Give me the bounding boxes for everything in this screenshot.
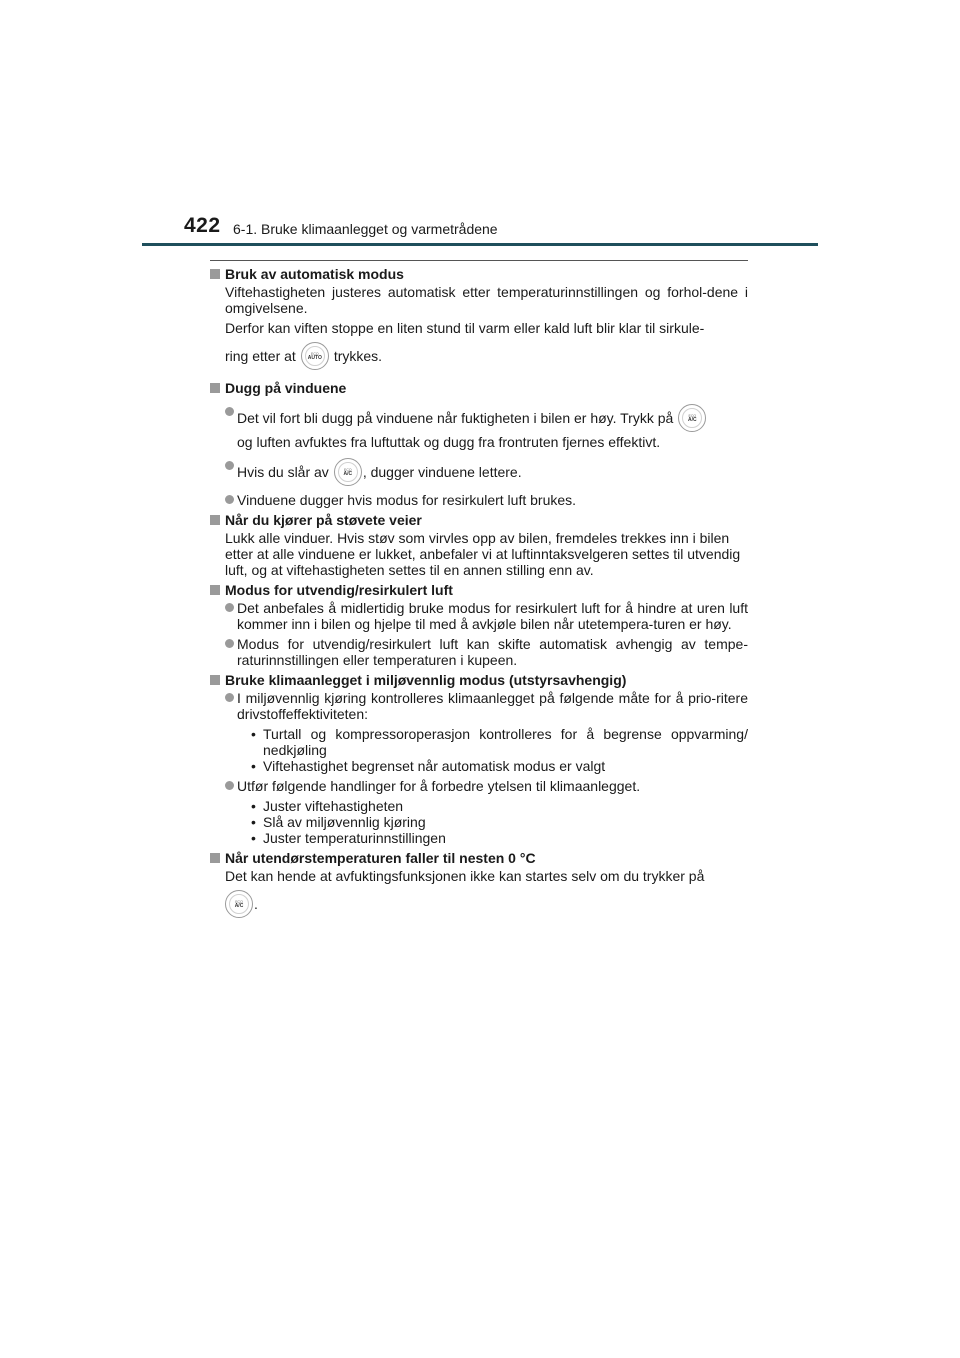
text-fragment: Hvis du slår av — [237, 464, 329, 480]
section-heading-near-zero-temperature: Når utendørstemperaturen faller til nesten 0 °C — [210, 850, 748, 866]
text-fragment: trykkes. — [333, 348, 383, 364]
icon-sub-label: ECO — [235, 899, 243, 904]
icon-label: A/C — [234, 902, 244, 909]
paragraph-with-icon — [225, 890, 748, 918]
paragraph: Lukk alle vinduer. Hvis støv som virvles opp av bilen, fremdeles trekkes inn i bilen etter at alle vinduene er lukket, anbefaler vi at luftinntaksvelgeren settes til utvendig luft, og at viftehastigheten settes til en annen stilling enn av. — [225, 530, 741, 578]
bullet-item: Utfør følgende handlinger for å forbedre ytelsen til klimaanlegget. — [225, 778, 748, 794]
page-number: 422 — [184, 214, 221, 237]
icon-sub-label: ECO — [311, 351, 319, 356]
paragraph: Derfor kan viften stoppe en liten stund til varm eller kald luft blir klar til sirkule- — [225, 320, 705, 336]
icon-sub-label: ECO — [688, 413, 697, 418]
sub-bullet-item: • Turtall og kompressoroperasjon kontrolleres for å begrense oppvarming/ nedkjøling — [251, 726, 748, 758]
ac-button-icon — [225, 890, 253, 918]
text-fragment: . — [254, 896, 258, 912]
sub-bullet-item: • Slå av miljøvennlig kjøring — [251, 814, 748, 830]
paragraph: Viftehastigheten justeres automatisk etter temperaturinnstillingen og forhol-dene i omgivelsene. — [225, 284, 748, 316]
content-top-rule — [210, 260, 748, 261]
ac-button-icon — [334, 458, 362, 486]
text-fragment: , dugger vinduene lettere. — [362, 464, 522, 480]
bullet-item: Det anbefales å midlertidig bruke modus for resirkulert luft for å hindre at uren luft kommer inn i bilen og hjelpe til med å avkjøle bilen når utetempera-turen er høy. — [225, 600, 748, 632]
page-header-title: 6-1. Bruke klimaanlegget og varmetrådene — [233, 221, 498, 237]
sub-bullet-item: • Juster temperaturinnstillingen — [251, 830, 748, 846]
icon-sub-label: ECO — [344, 467, 352, 472]
bullet-item: Vinduene dugger hvis modus for resirkulert luft brukes. — [225, 492, 748, 508]
icon-label: A/C — [688, 416, 697, 423]
text-fragment: ring etter at — [225, 348, 296, 364]
icon-label: A/C — [343, 470, 353, 477]
paragraph-with-icon — [225, 342, 748, 370]
section-heading-outside-recirculated-air: Modus for utvendig/resirkulert luft — [210, 582, 748, 598]
sub-bullet-item: • Juster viftehastigheten — [251, 798, 748, 814]
header-rule — [142, 243, 818, 246]
ac-button-icon — [678, 404, 706, 432]
bullet-item: Modus for utvendig/resirkulert luft kan skifte automatisk avhengig av tempe-raturinnstillingen eller temperaturen i kupeen. — [225, 636, 748, 668]
paragraph: Det kan hende at avfuktingsfunksjonen ikke kan startes selv om du trykker på — [225, 868, 705, 884]
auto-button-icon — [301, 342, 329, 370]
section-heading-eco-mode: Bruke klimaanlegget i miljøvennlig modus (utstyrsavhengig) — [210, 672, 748, 688]
sub-bullet-item: • Viftehastighet begrenset når automatisk modus er valgt — [251, 758, 748, 774]
bullet-item: I miljøvennlig kjøring kontrolleres klimaanlegget på følgende måte for å prio-ritere drivstoffeffektiviteten: — [225, 690, 748, 722]
section-heading-automatic-mode: Bruk av automatisk modus — [210, 266, 748, 282]
section-heading-dusty-roads: Når du kjører på støvete veier — [210, 512, 748, 528]
icon-label: AUTO — [307, 354, 322, 361]
page-content — [210, 266, 748, 922]
section-heading-window-fog: Dugg på vinduene — [210, 380, 748, 396]
bullet-item — [225, 458, 748, 486]
text-fragment: Det vil fort bli dugg på vinduene når fuktigheten i bilen er høy. Trykk på — [237, 410, 674, 426]
bullet-item — [225, 404, 748, 432]
paragraph: og luften avfuktes fra luftuttak og dugg fra frontruten fjernes effektivt. — [237, 434, 661, 450]
